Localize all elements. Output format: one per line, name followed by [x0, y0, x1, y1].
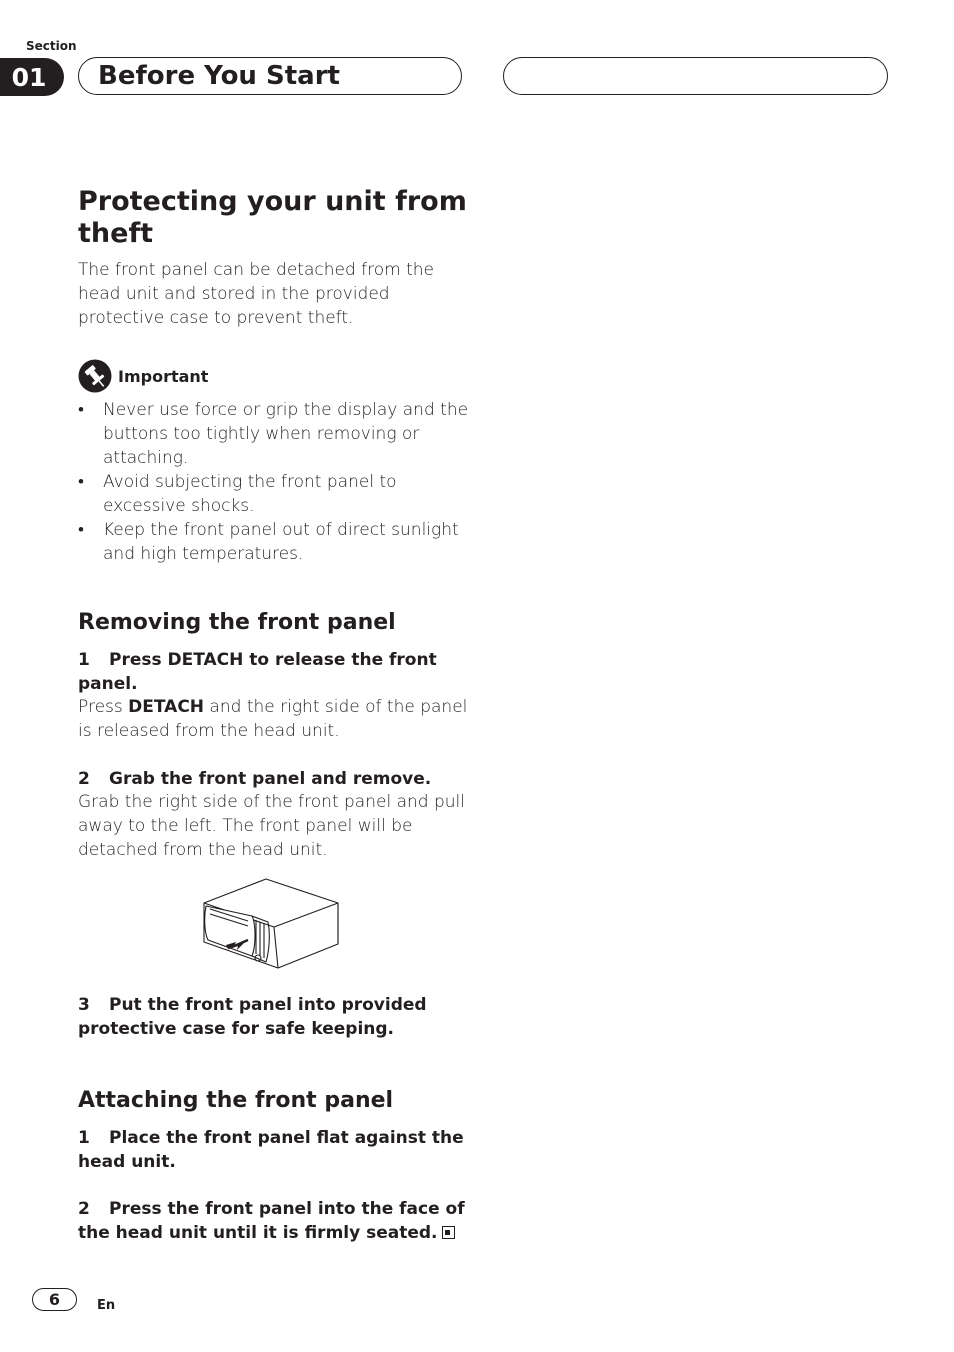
- attaching-step-2: [78, 1197, 473, 1245]
- list-item-text: Never use force or grip the display and the buttons too tightly when removing or attaching.: [103, 400, 469, 468]
- section-title-text: Before You Start: [98, 61, 340, 91]
- step-body-text: and the right side of the panel is released from the head unit.: [78, 697, 468, 741]
- step-title: Press DETACH to release the front panel.: [78, 650, 437, 694]
- list-item: [78, 398, 473, 470]
- bullet-icon: •: [78, 520, 84, 540]
- attaching-heading: Attaching the front panel: [78, 1088, 394, 1113]
- removing-step-2: [78, 767, 473, 791]
- removing-step-1-body: [78, 695, 473, 743]
- detach-key-label: DETACH: [128, 697, 205, 717]
- step-number: 1: [78, 1128, 90, 1148]
- step-number: 1: [78, 650, 90, 670]
- step-title: Press the front panel into the face of the head unit until it is firmly seated.: [78, 1199, 465, 1243]
- step-title: Place the front panel flat against the head unit.: [78, 1128, 464, 1172]
- list-item: [78, 470, 473, 518]
- page-number: 6: [32, 1288, 77, 1311]
- language-label: En: [97, 1298, 116, 1313]
- page-title: Protecting your unit from theft: [78, 186, 467, 249]
- end-of-section-icon: [442, 1226, 455, 1239]
- removing-step-1: [78, 648, 473, 696]
- front-panel-removal-illustration: [196, 876, 346, 972]
- intro-paragraph: The front panel can be detached from the head unit and stored in the provided protective case to prevent theft.: [78, 260, 435, 328]
- list-item-text: Keep the front panel out of direct sunlight and high temperatures.: [103, 520, 459, 564]
- bullet-icon: •: [78, 472, 84, 492]
- step-body-text: Press: [78, 697, 129, 717]
- section-title: [78, 57, 462, 95]
- removing-heading: Removing the front panel: [78, 610, 396, 635]
- step-number: 3: [78, 995, 90, 1015]
- precautions-list: [78, 398, 473, 566]
- removing-step-3: [78, 993, 473, 1041]
- header-empty-box: [503, 57, 888, 95]
- step-number: 2: [78, 1199, 90, 1219]
- step-number: 2: [78, 769, 90, 789]
- section-number: 01: [0, 58, 64, 96]
- attaching-step-1: [78, 1126, 473, 1174]
- important-label: Important: [118, 366, 209, 386]
- bullet-icon: •: [78, 400, 84, 420]
- step-title: Put the front panel into provided protective case for safe keeping.: [78, 995, 427, 1039]
- list-item: [78, 518, 473, 566]
- section-label: Section: [26, 39, 77, 53]
- step-title: Grab the front panel and remove.: [109, 769, 432, 789]
- important-icon: [78, 359, 112, 393]
- list-item-text: Avoid subjecting the front panel to excessive shocks.: [103, 472, 397, 516]
- removing-step-2-body: Grab the right side of the front panel and pull away to the left. The front panel will be detached from the head unit.: [78, 792, 465, 860]
- important-callout: [78, 359, 208, 393]
